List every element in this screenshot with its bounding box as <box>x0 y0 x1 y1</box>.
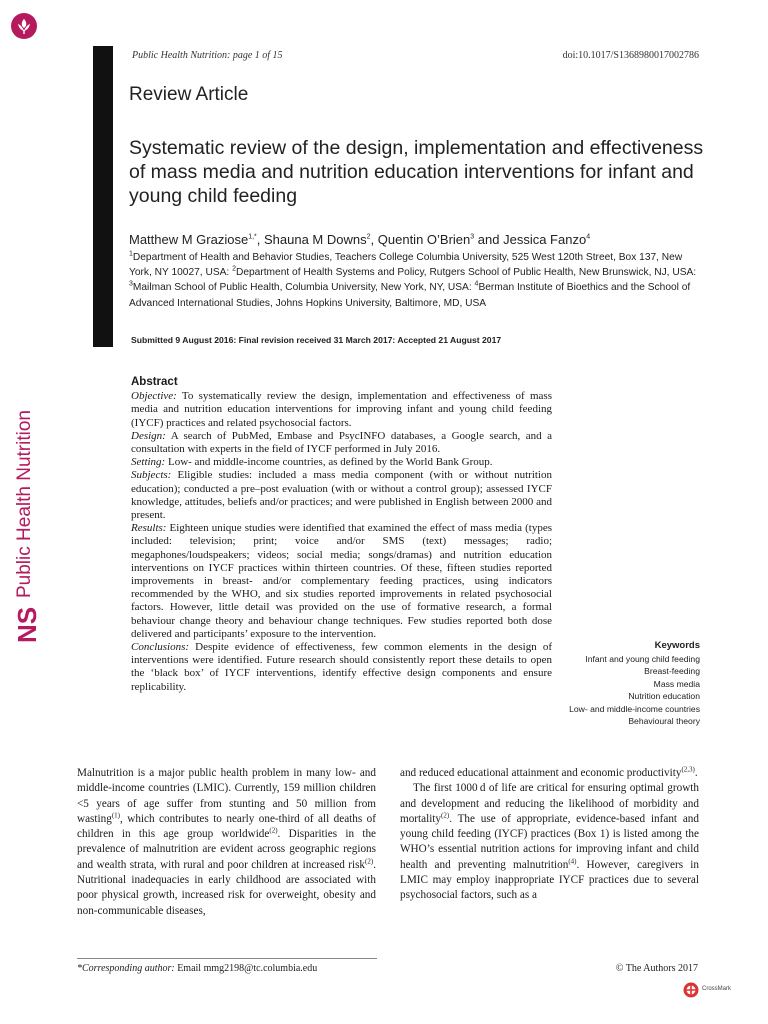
author: Jessica Fanzo$^4$ <box>503 232 591 247</box>
article-type: Review Article <box>129 84 249 105</box>
author: Quentin O’Brien$^3$ and <box>377 232 504 247</box>
ns-logo-icon <box>12 598 42 656</box>
running-header-left: Public Health Nutrition: page 1 of 15 <box>132 50 283 61</box>
author-list <box>129 232 590 247</box>
abstract-design: Design: A search of PubMed, Embase and PsycINFO databases, a Google search, and a consultation with experts in the field of IYCF performed in July 2016. <box>131 429 552 456</box>
submission-dates: Submitted 9 August 2016: Final revision received 31 March 2017: Accepted 21 August 2017 <box>131 335 502 345</box>
body-column-right <box>400 766 699 904</box>
abstract-results: Results: Eighteen unique studies were identified that examined the effect of mass media (types included: television; print; voice and/or SMS (text) messages; radio; megaphones/loudspeakers; videos; social media; songs/dramas) and nutrition education interventions on IYCF practices within thirteen countries. Of these, fifteen studies reported improvements in breast- and/or complementary feeding practices, using indicators recommended by the WHO, and six studies reported improvements in related psychosocial factors. However, little detail was provided on the use of formative research, a formal behaviour change theory and behaviour change techniques. Few studies reported both dose delivered and participants’ exposure to the intervention. <box>131 522 552 640</box>
journal-logo-icon <box>11 13 37 39</box>
copyright: © The Authors 2017 <box>615 963 698 974</box>
footnote-divider <box>77 958 377 959</box>
body-paragraph: Malnutrition is a major public health problem in many low- and middle-income countries (LMIC). Currently, 159 million children <5 years of age suffer from stunting and 50 million from wasting$^{(1)}$, which contributes to nearly one-third of all deaths of children in this age group worldwide$^{(2)}$. Disparities in the prevalence of malnutrition are evident across geographic regions and wealth strata, with rural and poor children at increased risk$^{(2)}$. Nutritional inadequacies in early childhood are associated with poor physical growth, increased risk for overweight, obesity and non-communicable diseases, <box>77 767 377 917</box>
keyword-item: Infant and young child feeding <box>585 653 700 664</box>
abstract-objective: Objective: To systematically review the design, implementation and effectiveness of mass media and nutrition education interventions for improving infant and young child feeding (IYCF) practices and related psychosocial factors. <box>131 390 552 429</box>
keyword-item: Low- and middle-income countries <box>569 703 700 714</box>
crossmark-label[interactable]: CrossMark <box>702 986 732 992</box>
author: Matthew M Graziose$^{1,*}$, <box>129 232 264 247</box>
keywords <box>480 640 700 728</box>
corresponding-author: *Corresponding author: Email mmg2198@tc.columbia.edu <box>77 963 318 974</box>
body-column-left <box>77 766 376 919</box>
keyword-item: Breast-feeding <box>644 666 700 676</box>
abstract-setting: Setting: Low- and middle-income countries, as defined by the World Bank Group. <box>131 456 493 469</box>
svg-text:NS: NS <box>12 606 42 643</box>
abstract-heading: Abstract <box>131 376 178 388</box>
abstract-subjects: Subjects: Eligible studies: included a mass media component (with or without nutrition education); conducted a pre–post evaluation (with or without a control group); assessed IYCF knowledge, attitudes, beliefs and/or practices; and were published in English between 2000 and present. <box>131 469 552 522</box>
article-title: Systematic review of the design, implementation and effectiveness of mass media and nutrition education interventions for infant and young child feeding <box>129 137 704 207</box>
keyword-item: Mass media <box>653 678 700 689</box>
corresponding-email[interactable]: Email mmg2198@tc.columbia.edu <box>174 963 318 974</box>
body-paragraph: and reduced educational attainment and economic productivity$^{(2,3)}$. <box>400 765 698 779</box>
crossmark-icon[interactable] <box>683 982 699 998</box>
keywords-heading: Keywords <box>654 640 700 651</box>
doi-link[interactable]: doi:10.1017/S1368980017002786 <box>562 50 699 61</box>
header-accent-bar <box>93 46 113 347</box>
author: Shauna M Downs$^2$, <box>264 232 378 247</box>
keyword-item: Nutrition education <box>628 691 700 701</box>
keyword-item: Behavioural theory <box>628 716 700 726</box>
abstract-conclusions: Conclusions: Despite evidence of effectiveness, few common elements in the design of interventions were identified. Future research should consistently report these details to open the ‘black box’ of IYCF interventions, identify effective design components and ensure replicability. <box>131 641 552 693</box>
affiliations: $^1$Department of Health and Behavior Studies, Teachers College Columbia University, 525 West 120th Street, Box 137, New York, NY 10027, USA: $^2$Department of Health Systems and Policy, Rutgers School of Public Health, New Brunswick, NJ, USA: $^3$Mailman School of Public Health, Columbia University, New York, NY, USA: $^4$Berman Institute of Bioethics and the School of Advanced International Studies, Johns Hopkins University, Baltimore, MD, USA <box>129 250 697 309</box>
side-journal-name: Public Health Nutrition <box>14 410 35 598</box>
body-paragraph: The first 1000 d of life are critical for ensuring optimal growth and development and reducing the likelihood of morbidity and mortality$^{(2)}$. The use of appropriate, evidence-based infant and young child feeding (IYCF) practices (Box 1) is listed among the WHO’s essential nutrition actions for improving infant and child health and preventing malnutrition$^{(4)}$. However, caregivers in LMIC may employ inappropriate IYCF practices due to several psychosocial factors, such as a <box>400 782 699 902</box>
